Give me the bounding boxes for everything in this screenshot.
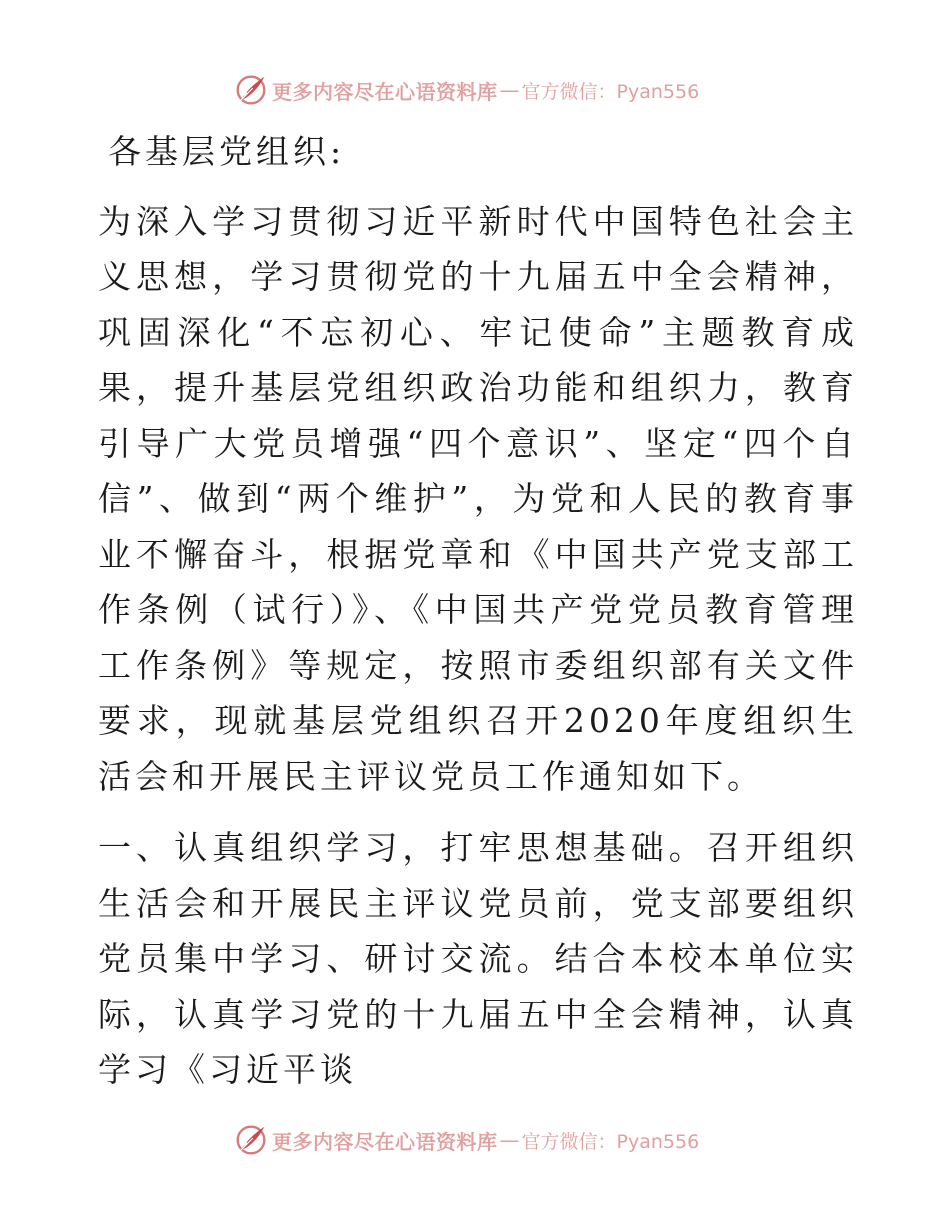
watermark-contact-text: 官方微信：Pyan556 [521,1130,700,1153]
paragraph-section-one: 一、认真组织学习，打牢思想基础。召开组织生活会和开展民主评议党员前，党支部要组织党员集中学习、研讨交流。结合本校本单位实际，认真学习党的十九届五中全会精神，认真学习《习近平谈 [98,828,858,1089]
watermark-separator: — [499,1128,520,1152]
watermark-contact-text: 官方微信：Pyan556 [521,80,700,103]
paragraph-intro: 为深入学习贯彻习近平新时代中国特色社会主义思想，学习贯彻党的十九届五中全会精神，巩固深化“不忘初心、牢记使命”主题教育成果，提升基层党组织政治功能和组织力，教育引导广大党员增强“四个意识”、坚定“四个自信”、做到“两个维护”，为党和人民的教育事业不懈奋斗，根据党章和《中国共产党支部工作条例（试行）》、《中国共产党党员教育管理工作条例》等规定，按照市委组织部有关文件要求，现就基层党组织召开2020年度组织生活会和开展民主评议党员工作通知如下。 [98,201,858,796]
footer-watermark [232,1120,752,1160]
feather-pen-logo-icon [232,71,270,109]
watermark-main-text: 更多内容尽在心语资料库 [272,1129,498,1154]
feather-pen-logo-icon [232,1121,270,1159]
header-watermark [232,70,752,110]
salutation: 各基层党组织: [108,132,346,171]
watermark-main-text: 更多内容尽在心语资料库 [272,79,498,104]
watermark-separator: — [499,78,520,102]
document-body [98,124,858,1098]
